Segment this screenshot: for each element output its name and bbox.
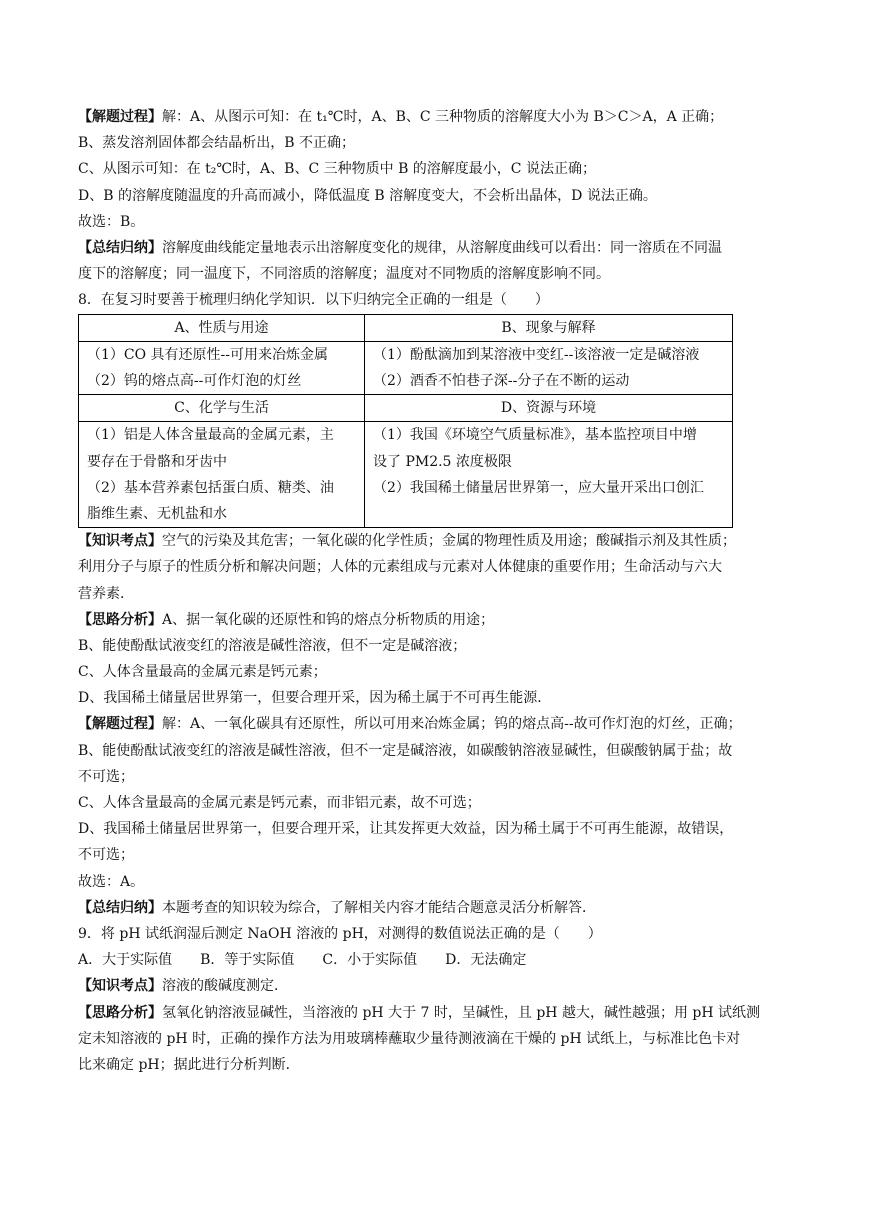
q9-stem: 9．将 pH 试纸润湿后测定 NaOH 溶液的 pH，对测得的数值说法正确的是（ ） [78, 925, 602, 942]
q8-answer: 故选：A。 [78, 873, 145, 890]
q8-knowledge-line-1: 【知识考点】空气的污染及其危害；一氧化碳的化学性质；金属的物理性质及用途；酸碱指示剂及其性质； [78, 533, 736, 550]
q7-solution-label: 【解题过程】 [78, 109, 162, 125]
q7-solution-line-1: 【解题过程】解：A、从图示可知：在 t₁℃时，A、B、C 三种物质的溶解度大小为 B＞C＞A，A 正确； [78, 109, 724, 125]
q7-answer: 故选：B。 [78, 213, 145, 230]
q8-analysis-line-1: 【思路分析】A、据一氧化碳的还原性和钨的熔点分析物质的用途； [78, 611, 495, 628]
q8-solution-label: 【解题过程】 [78, 716, 162, 733]
document-page [78, 104, 794, 1078]
q8-cell-d-head: D、资源与环境 [365, 395, 733, 422]
q8-knowledge-label: 【知识考点】 [78, 533, 162, 550]
q9-options: A．大于实际值 B．等于实际值 C．小于实际值 D．无法确定 [78, 952, 527, 969]
q8-solution-line-5: D、我国稀土储量居世界第一，但要合理开采，让其发挥更大效益，因为稀土属于不可再生能源，故错误， [78, 821, 734, 838]
q8-solution-line-4: C、人体含量最高的金属元素是钙元素，而非铝元素，故不可选； [78, 795, 481, 811]
q8-cell-a: （1）CO 具有还原性--可用来冶炼金属 （2）钨的熔点高--可作灯泡的灯丝 [79, 341, 365, 394]
q8-solution-line-3: 不可选； [78, 768, 134, 785]
q8-analysis-line-2: B、能使酚酞试液变红的溶液是碱性溶液，但不一定是碱溶液； [78, 637, 467, 654]
q9-knowledge: 【知识考点】溶液的酸碱度测定． [78, 978, 288, 995]
q8-cell-a-head: A、性质与用途 [79, 314, 365, 341]
q8-solution-line-1: 【解题过程】解：A、一氧化碳具有还原性，所以可用来冶炼金属；钨的熔点高--故可作灯泡的灯丝，正确； [78, 716, 742, 733]
q7-solution-line-3: C、从图示可知：在 t₂℃时，A、B、C 三种物质中 B 的溶解度最小，C 说法正确； [78, 161, 596, 178]
q9-knowledge-label: 【知识考点】 [78, 978, 162, 995]
q9-analysis-line-1: 【思路分析】氢氧化钠溶液显碱性，当溶液的 pH 大于 7 时，呈碱性，且 pH 越大，碱性越强；用 pH 试纸测 [78, 1004, 761, 1021]
q8-knowledge-line-2: 利用分子与原子的性质分析和解决问题；人体的元素组成与元素对人体健康的重要作用；生命活动与六大 [78, 559, 722, 576]
q8-analysis-label: 【思路分析】 [78, 611, 162, 628]
q8-summary: 【总结归纳】本题考查的知识较为综合，了解相关内容才能结合题意灵活分析解答． [78, 899, 596, 916]
q8-summary-label: 【总结归纳】 [78, 899, 162, 916]
q8-analysis-line-4: D、我国稀土储量居世界第一，但要合理开采，因为稀土属于不可再生能源． [78, 690, 552, 707]
q8-cell-c-head: C、化学与生活 [79, 395, 365, 422]
q8-cell-b: （1）酚酞滴加到某溶液中变红--该溶液一定是碱溶液 （2）酒香不怕巷子深--分子在不断的运动 [365, 341, 733, 394]
q8-cell-d: （1）我国《环境空气质量标准》，基本监控项目中增 设了 PM2.5 浓度极限 （2）我国稀土储量居世界第一，应大量开采出口创汇 [365, 422, 733, 528]
q8-cell-c: （1）铝是人体含量最高的金属元素，主 要存在于骨骼和牙齿中 （2）基本营养素包括蛋白质、糖类、油 脂维生素、无机盐和水 [79, 422, 365, 528]
q7-summary-line-2: 度下的溶解度；同一温度下，不同溶质的溶解度；温度对不同物质的溶解度影响不同。 [78, 266, 610, 283]
q8-cell-b-head: B、现象与解释 [365, 314, 733, 341]
q9-analysis-label: 【思路分析】 [78, 1004, 162, 1021]
q9-analysis-line-2: 定未知溶液的 pH 时，正确的操作方法为用玻璃棒蘸取少量待测液滴在干燥的 pH 试纸上，与标准比色卡对 [78, 1030, 741, 1047]
q8-analysis-line-3: C、人体含量最高的金属元素是钙元素； [78, 664, 327, 681]
q8-table [78, 314, 733, 529]
q8-knowledge-line-3: 营养素． [78, 585, 134, 602]
q7-solution-line-2: B、蒸发溶剂固体都会结晶析出，B 不正确； [78, 135, 356, 152]
q7-summary-label: 【总结归纳】 [78, 239, 162, 256]
q8-stem: 8．在复习时要善于梳理归纳化学知识．以下归纳完全正确的一组是（ ） [78, 292, 549, 309]
q8-solution-line-2: B、能使酚酞试液变红的溶液是碱性溶液，但不一定是碱溶液，如碳酸钠溶液显碱性，但碳酸钠属于盐；故 [78, 742, 733, 759]
q7-solution-line-4: D、B 的溶解度随温度的升高而减小，降低温度 B 溶解度变大，不会析出晶体，D 说法正确。 [78, 187, 657, 204]
q8-solution-line-6: 不可选； [78, 847, 134, 864]
q9-analysis-line-3: 比来确定 pH；据此进行分析判断． [78, 1056, 300, 1073]
q7-summary-line-1: 【总结归纳】溶解度曲线能定量地表示出溶解度变化的规律，从溶解度曲线可以看出：同一溶质在不同温 [78, 239, 722, 256]
